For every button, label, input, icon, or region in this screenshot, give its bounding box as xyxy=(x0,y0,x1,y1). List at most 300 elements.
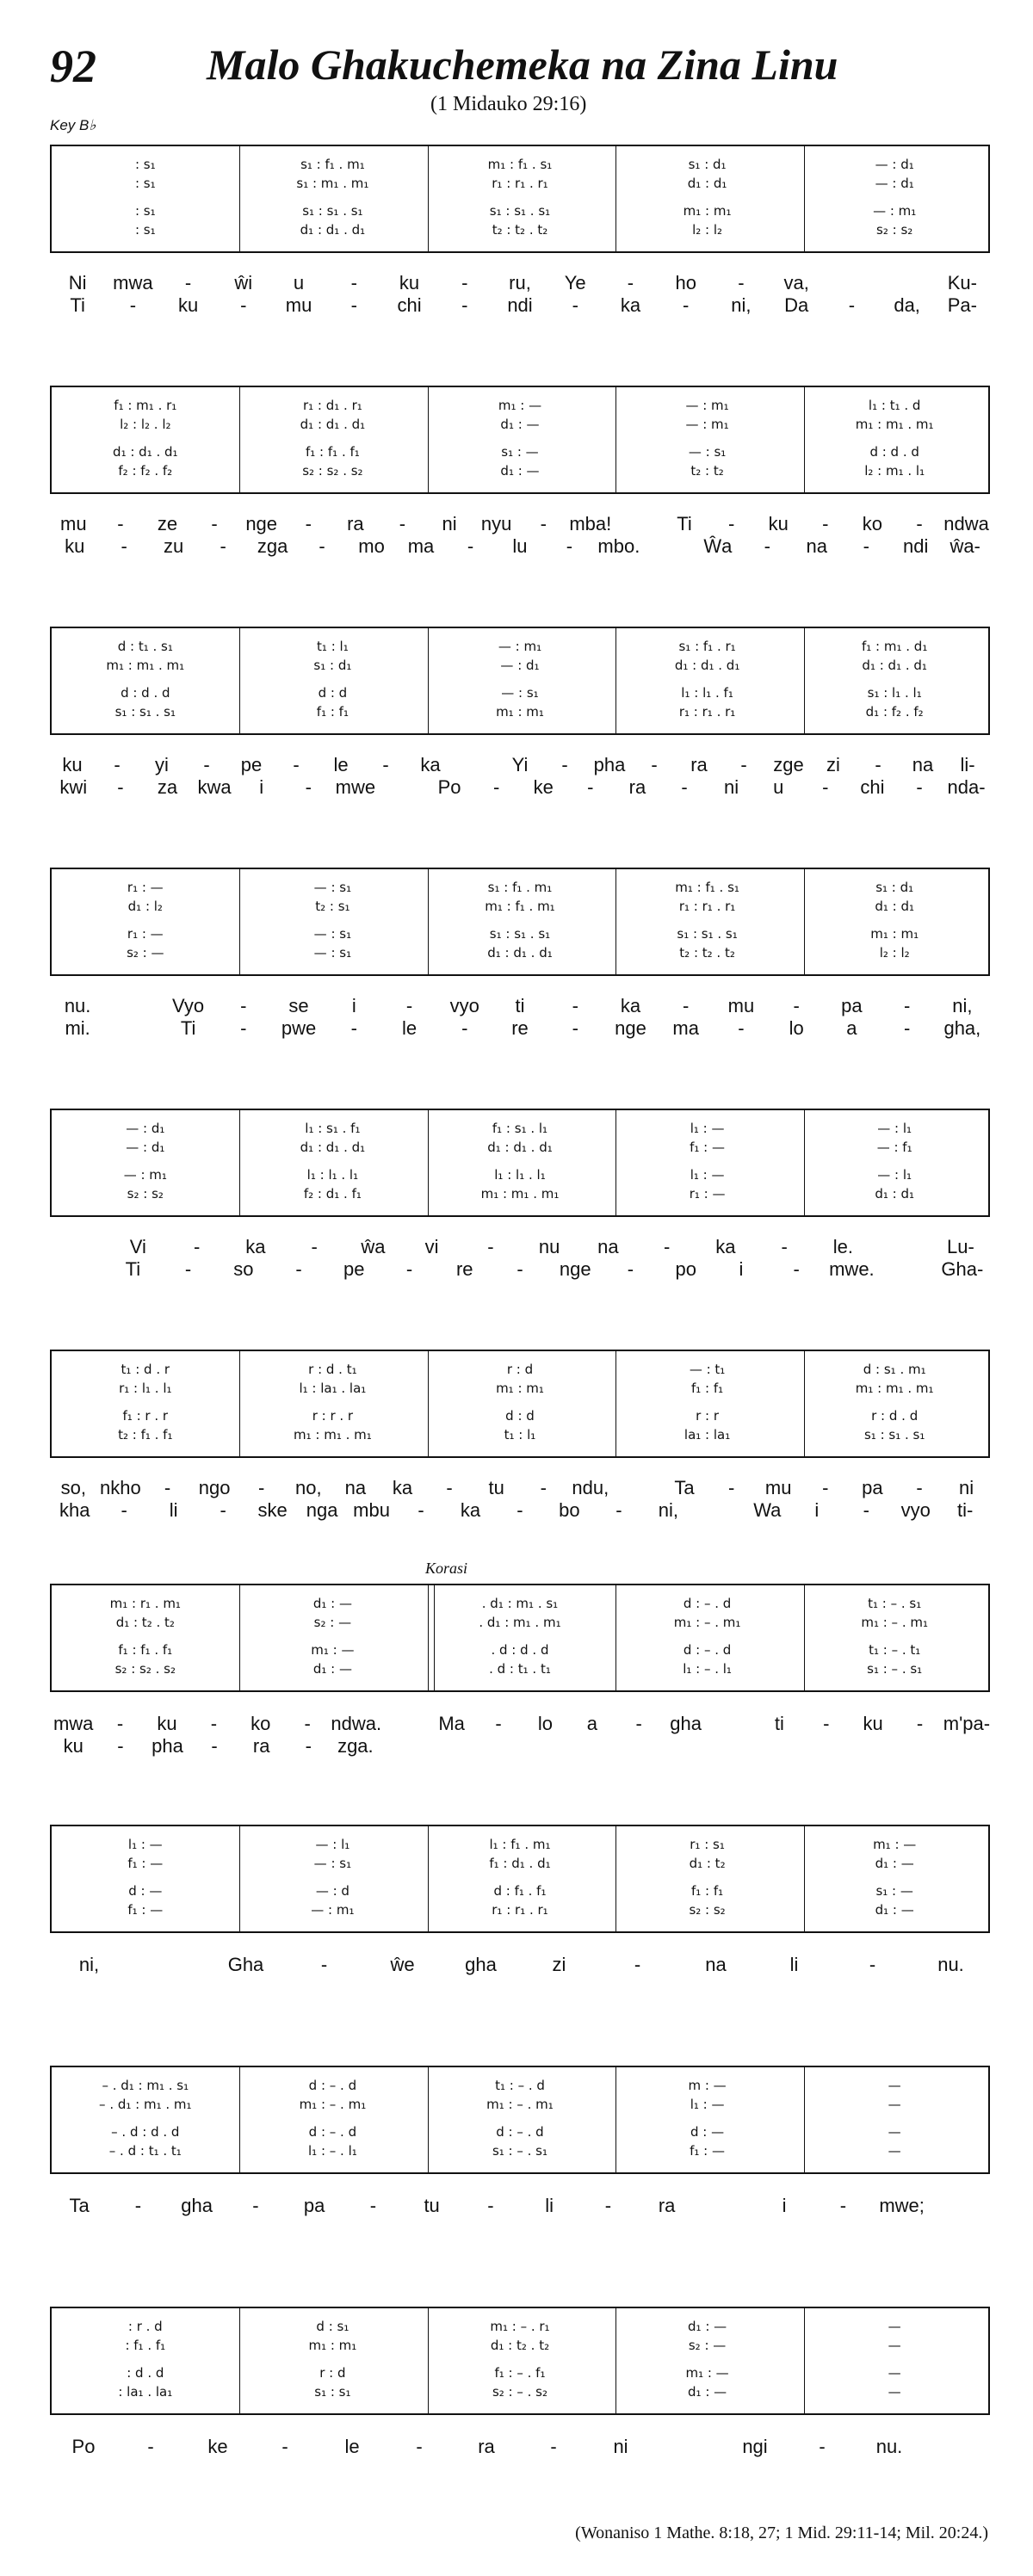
solfa-measure: — : s₁ xyxy=(501,685,539,701)
lyric-syllable: tu xyxy=(488,1477,504,1498)
lyric-syllable: - xyxy=(129,294,137,316)
voice-row xyxy=(52,1186,988,1205)
solfa-measure: — : d₁ xyxy=(500,658,540,673)
lyric-syllable xyxy=(638,2217,696,2243)
lyric-syllable: ni xyxy=(724,776,739,798)
lyric-syllable: pha xyxy=(593,754,626,775)
lyric-syllable: ndwa. xyxy=(331,1713,382,1734)
solfa-measure: : s₁ xyxy=(134,176,156,191)
solfa-measure: s₂ : s₂ xyxy=(127,1186,164,1202)
lyric-syllable: ni xyxy=(959,1477,974,1498)
lyric-syllable: mu xyxy=(60,513,87,534)
solfa-measure: r : d xyxy=(319,2365,346,2381)
solfa-measure: r : r xyxy=(696,1408,720,1424)
lyric-syllable: - xyxy=(727,513,735,534)
solfa-measure: — : f₁ xyxy=(876,1140,912,1155)
lyric-syllable: kha xyxy=(59,1499,90,1521)
lyric-syllable: - xyxy=(516,1499,523,1521)
key-signature: Key B♭ xyxy=(50,117,96,133)
solfa-measure: m₁ : — xyxy=(685,2365,729,2381)
lyric-syllable: ra xyxy=(658,2195,676,2216)
lyric-syllable: - xyxy=(446,1477,453,1498)
solfa-measure: f₁ : f₁ . f₁ xyxy=(306,444,360,460)
solfa-measure: s₁ : s₁ . s₁ xyxy=(302,203,363,219)
solfa-measure: f₁ : — xyxy=(127,1856,164,1871)
lyric-syllable: zga. xyxy=(337,1735,374,1757)
lyric-syllable: - xyxy=(683,995,690,1016)
lyric-syllable: - xyxy=(916,1713,924,1734)
lyric-syllable: ti- xyxy=(957,1499,974,1521)
lyric-syllable xyxy=(755,1735,802,1761)
solfa-measure: l₁ : l₁ . f₁ xyxy=(681,685,733,701)
lyric-syllable: se xyxy=(288,995,309,1016)
lyric-syllable: ku xyxy=(768,513,789,534)
lyric-syllable: - xyxy=(304,1713,311,1734)
lyric-syllable xyxy=(755,1976,833,2002)
solfa-measure: f₁ : d₁ . d₁ xyxy=(489,1856,551,1871)
solfa-measure: m : — xyxy=(688,2078,727,2093)
voice-row xyxy=(52,1140,988,1158)
solfa-measure: f₁ : f₁ xyxy=(690,1883,724,1899)
solfa-measure: : r . d xyxy=(127,2319,163,2334)
lyric-syllable: kwi xyxy=(59,776,88,798)
solfa-measure: s₂ : — xyxy=(127,945,164,961)
lyric-syllable xyxy=(802,1735,850,1761)
lyric-syllable: ni, xyxy=(658,1499,678,1521)
lyric-syllable: ke xyxy=(533,776,554,798)
lyric-syllable: - xyxy=(121,535,127,557)
lyric-syllable: nu xyxy=(538,1236,560,1257)
lyric-syllable xyxy=(520,1735,567,1761)
lyric-syllable: - xyxy=(793,995,800,1016)
voice-row xyxy=(52,2384,988,2403)
lyric-syllable: - xyxy=(738,272,745,293)
lyric-syllable: - xyxy=(793,1258,800,1280)
lyric-syllable xyxy=(931,2217,990,2243)
lyric-syllable xyxy=(923,2458,990,2484)
lyric-syllable: - xyxy=(550,2436,557,2457)
lyric-syllable: - xyxy=(903,1017,911,1039)
lyric-syllable xyxy=(614,1735,661,1761)
solfa-measure: d₁ : f₂ . f₂ xyxy=(865,704,924,720)
score-system xyxy=(50,1109,990,1217)
solfa-measure: l₁ : l₁ . l₁ xyxy=(494,1167,546,1183)
lyric-syllable: Po xyxy=(437,776,461,798)
lyric-syllable: - xyxy=(252,2195,259,2216)
lyric-syllable: Vi xyxy=(129,1236,146,1257)
lyric-syllable xyxy=(708,1735,755,1761)
solfa-measure: s₂ : – . s₂ xyxy=(492,2384,548,2400)
lyric-syllable: da, xyxy=(894,294,920,316)
lyric-syllable: - xyxy=(164,1477,171,1498)
lyric-syllable: - xyxy=(839,2195,847,2216)
solfa-measure: f₁ : — xyxy=(690,2143,726,2159)
lyric-syllable xyxy=(226,2217,285,2243)
lyric-syllable: - xyxy=(822,513,829,534)
lyric-syllable: ku xyxy=(63,1735,84,1757)
solfa-measure: s₂ : s₂ xyxy=(876,222,913,238)
solfa-measure: l₁ : la₁ . la₁ xyxy=(299,1381,367,1396)
solfa-measure: : la₁ . la₁ xyxy=(118,2384,173,2400)
lyric-syllable: - xyxy=(350,1017,357,1039)
lyric-syllable: na xyxy=(705,1954,727,1975)
solfa-measure: s₁ : s₁ . s₁ xyxy=(114,704,176,720)
solfa-measure: — : l₁ xyxy=(315,1837,350,1852)
lyric-line xyxy=(50,1258,990,1284)
solfa-measure: : s₁ xyxy=(134,222,156,238)
lyric-syllable: nge xyxy=(245,513,278,534)
lyric-syllable xyxy=(319,2458,386,2484)
lyric-syllable: ngi xyxy=(742,2436,768,2457)
lyric-syllable: bo xyxy=(559,1499,580,1521)
voice-row xyxy=(52,658,988,676)
lyric-syllable xyxy=(105,1017,160,1043)
lyric-syllable: - xyxy=(184,272,192,293)
lyric-syllable xyxy=(789,2458,856,2484)
lyric-syllable: gha xyxy=(181,2195,213,2216)
voice-row xyxy=(52,2097,988,2116)
lyric-syllable: ku xyxy=(177,294,199,316)
solfa-measure: s₁ : s₁ . s₁ xyxy=(863,1427,925,1442)
voice-row xyxy=(52,945,988,964)
lyric-syllable: ndu, xyxy=(572,1477,609,1498)
lyric-syllable: - xyxy=(572,1017,578,1039)
solfa-measure: d : — xyxy=(128,1883,163,1899)
solfa-measure: d₁ : d₁ . d₁ xyxy=(487,945,553,961)
solfa-measure: f₁ : m₁ . r₁ xyxy=(114,398,177,413)
lyric-syllable: na xyxy=(597,1236,619,1257)
lyric-syllable: ra xyxy=(252,1735,270,1757)
solfa-measure: m₁ : – . m₁ xyxy=(861,1615,928,1630)
solfa-measure: r₁ : — xyxy=(127,880,164,895)
hymn-number: 92 xyxy=(50,40,96,92)
lyric-syllable: - xyxy=(572,294,578,316)
lyric-line xyxy=(50,2458,990,2484)
lyric-syllable: - xyxy=(211,513,218,534)
lyric-syllable xyxy=(896,1735,943,1761)
solfa-measure: l₁ : — xyxy=(690,1167,725,1183)
lyric-syllable: - xyxy=(604,2195,612,2216)
solfa-measure: . d₁ : m₁ . m₁ xyxy=(479,1615,561,1630)
lyric-syllable: Lu- xyxy=(946,1236,974,1257)
lyric-syllable: - xyxy=(651,754,658,775)
voice-row xyxy=(52,203,988,222)
solfa-measure: s₁ : — xyxy=(501,444,539,460)
lyric-syllable: - xyxy=(540,513,547,534)
solfa-measure: r₁ : — xyxy=(127,926,164,942)
lyric-syllable: pe xyxy=(240,754,263,775)
lyric-syllable: - xyxy=(305,513,312,534)
lyric-syllable: - xyxy=(561,754,568,775)
lyric-syllable: - xyxy=(822,776,829,798)
lyric-syllable: - xyxy=(405,1258,413,1280)
lyric-syllable: Ku- xyxy=(947,272,977,293)
solfa-measure: r₁ : d₁ . r₁ xyxy=(302,398,362,413)
solfa-measure: — : m₁ xyxy=(873,203,917,219)
lyric-syllable xyxy=(520,2217,578,2243)
solfa-measure: l₁ : — xyxy=(690,1121,725,1136)
lyric-syllable xyxy=(285,1976,363,2002)
lyric-syllable: ni, xyxy=(952,995,973,1016)
lyric-syllable xyxy=(520,1976,598,2002)
lyric-syllable: ku xyxy=(157,1713,177,1734)
lyric-syllable: po xyxy=(675,1258,696,1280)
solfa-measure: d : d . d xyxy=(121,685,170,701)
lyric-syllable: ka xyxy=(245,1236,266,1257)
lyric-syllable xyxy=(251,2458,319,2484)
lyric-syllable: ku xyxy=(65,535,85,557)
solfa-measure: r₁ : l₁ . l₁ xyxy=(119,1381,172,1396)
lyric-syllable: ndi xyxy=(903,535,929,557)
solfa-measure: — : m₁ xyxy=(123,1167,167,1183)
solfa-measure: l₂ : m₁ . l₁ xyxy=(864,463,925,479)
lyric-syllable: ŵa- xyxy=(949,535,980,557)
lyric-syllable xyxy=(654,2458,721,2484)
lyric-syllable: Pa- xyxy=(947,294,977,316)
lyric-syllable: - xyxy=(305,776,312,798)
score-system xyxy=(50,145,990,253)
solfa-measure: f₂ : f₂ . f₂ xyxy=(118,463,173,479)
solfa-measure: d₁ : — xyxy=(500,417,540,432)
lyric-syllable xyxy=(880,1258,935,1284)
solfa-measure: t₂ : f₁ . f₁ xyxy=(118,1427,173,1442)
lyric-syllable: - xyxy=(405,995,413,1016)
lyric-syllable: u xyxy=(293,272,305,293)
solfa-measure: r : r . r xyxy=(312,1408,354,1424)
solfa-measure: t₁ : – . t₁ xyxy=(869,1642,921,1658)
solfa-measure: l₂ : l₂ . l₂ xyxy=(120,417,171,432)
lyric-syllable: - xyxy=(740,754,747,775)
lyric-syllable: ko xyxy=(862,513,883,534)
lyric-syllable: nu. xyxy=(875,2436,903,2457)
lyric-syllable: - xyxy=(220,1499,226,1521)
lyric-syllable: mwe. xyxy=(829,1258,875,1280)
lyric-syllable xyxy=(207,1976,285,2002)
lyric-syllable: - xyxy=(382,754,389,775)
voice-row xyxy=(52,639,988,658)
score-system xyxy=(50,1825,990,1933)
lyric-syllable: zi xyxy=(552,1954,566,1975)
solfa-measure: r₁ : — xyxy=(689,1186,726,1202)
lyric-syllable: ŵe xyxy=(390,1954,415,1975)
lyric-syllable xyxy=(661,1735,708,1761)
solfa-measure: m₁ : — xyxy=(311,1642,355,1658)
lyric-line xyxy=(50,1017,990,1043)
solfa-measure: r₁ : s₁ xyxy=(690,1837,725,1852)
lyric-syllable: - xyxy=(916,776,923,798)
solfa-measure: d : d . d xyxy=(869,444,919,460)
solfa-measure: l₂ : l₂ xyxy=(879,945,910,961)
lyric-syllable: vi xyxy=(424,1236,439,1257)
solfa-measure: f₁ : s₁ . l₁ xyxy=(492,1121,548,1136)
lyric-syllable xyxy=(587,2458,654,2484)
lyric-syllable: lu xyxy=(512,535,528,557)
lyric-syllable: Ye xyxy=(564,272,586,293)
lyric-syllable: le xyxy=(401,1017,418,1039)
lyric-syllable xyxy=(50,2217,108,2243)
lyric-syllable: - xyxy=(863,535,869,557)
solfa-measure: s₁ : s₁ . s₁ xyxy=(677,926,738,942)
lyric-syllable: - xyxy=(683,294,690,316)
lyric-syllable: - xyxy=(627,272,634,293)
solfa-measure: d₁ : — xyxy=(500,463,540,479)
solfa-measure: m₁ : m₁ . m₁ xyxy=(855,417,934,432)
solfa-measure: s₁ : m₁ . m₁ xyxy=(296,176,369,191)
solfa-measure: — : s₁ xyxy=(313,1856,352,1871)
solfa-measure: m₁ : f₁ . s₁ xyxy=(675,880,739,895)
lyric-syllable: - xyxy=(117,513,124,534)
lyric-syllable xyxy=(168,2217,226,2243)
lyric-syllable xyxy=(363,1976,442,2002)
cross-references: (Wonaniso 1 Mathe. 8:18, 27; 1 Mid. 29:11-14; Mil. 20:24.) xyxy=(575,2523,988,2542)
solfa-measure: m₁ : – . m₁ xyxy=(486,2097,554,2112)
solfa-measure: d : d xyxy=(505,1408,535,1424)
voice-row xyxy=(52,685,988,704)
lyric-syllable: mbu xyxy=(353,1499,390,1521)
solfa-measure: f₁ : – . f₁ xyxy=(494,2365,546,2381)
solfa-measure: d : – . d xyxy=(683,1596,732,1611)
lyric-syllable xyxy=(453,2458,520,2484)
solfa-measure: f₁ : r . r xyxy=(122,1408,169,1424)
lyric-syllable: mu xyxy=(285,294,312,316)
lyric-syllable xyxy=(128,1976,207,2002)
lyric-syllable: ra xyxy=(347,513,364,534)
solfa-measure: : f₁ . f₁ xyxy=(125,2338,166,2353)
lyric-syllable: - xyxy=(305,1735,312,1757)
solfa-measure: r : d . t₁ xyxy=(308,1362,357,1377)
lyric-syllable: li- xyxy=(960,754,975,775)
lyric-syllable: - xyxy=(516,1258,523,1280)
lyric-syllable: - xyxy=(822,1477,829,1498)
lyric-syllable: - xyxy=(487,1236,494,1257)
solfa-measure: d : s₁ . m₁ xyxy=(863,1362,926,1377)
solfa-measure: d₁ : t₂ xyxy=(689,1856,726,1871)
lyric-syllable: - xyxy=(634,1954,641,1975)
solfa-measure: d₁ : — xyxy=(688,2319,727,2334)
lyric-syllable: - xyxy=(495,1713,502,1734)
lyric-syllable: ra xyxy=(690,754,708,775)
lyric-syllable: pa xyxy=(841,995,863,1016)
solfa-measure: d₁ : d₁ . d₁ xyxy=(674,658,740,673)
solfa-measure: — xyxy=(888,2365,901,2381)
lyric-syllable: - xyxy=(369,2195,377,2216)
solfa-measure: m₁ : m₁ . m₁ xyxy=(294,1427,372,1442)
lyric-syllable: Ŵa xyxy=(703,535,733,557)
lyric-syllable xyxy=(343,2217,402,2243)
hymn-title: Malo Ghakuchemeka na Zina Linu xyxy=(207,40,838,89)
solfa-measure: d : – . d xyxy=(683,1642,732,1658)
lyric-syllable: vyo xyxy=(449,995,479,1016)
lyric-syllable: - xyxy=(193,1236,201,1257)
lyric-syllable: nkho xyxy=(100,1477,141,1498)
lyric-syllable: ru, xyxy=(509,272,531,293)
lyric-syllable: - xyxy=(184,1258,192,1280)
lyric-syllable: nge xyxy=(559,1258,591,1280)
solfa-measure: . d : d . d xyxy=(491,1642,549,1658)
solfa-measure: d : t₁ . s₁ xyxy=(117,639,173,654)
voice-row xyxy=(52,1661,988,1680)
solfa-measure: l₁ : f₁ . m₁ xyxy=(489,1837,551,1852)
lyric-syllable: Ta xyxy=(674,1477,695,1498)
lyric-syllable: - xyxy=(461,294,468,316)
lyric-syllable: a xyxy=(586,1713,597,1734)
solfa-measure: : s₁ xyxy=(134,157,156,172)
solfa-measure: m₁ : – . m₁ xyxy=(299,2097,367,2112)
lyric-syllable: ske xyxy=(257,1499,288,1521)
solfa-measure: — : m₁ xyxy=(498,639,542,654)
solfa-measure: la₁ : la₁ xyxy=(684,1427,731,1442)
lyric-syllable: - xyxy=(210,1713,218,1734)
lyric-syllable: lo xyxy=(789,1017,804,1039)
voice-row xyxy=(52,417,988,436)
solfa-measure: m₁ : m₁ . m₁ xyxy=(106,658,185,673)
lyric-syllable: - xyxy=(916,1477,923,1498)
lyric-syllable: ku xyxy=(62,754,83,775)
lyric-syllable: nyu xyxy=(480,513,512,534)
lyric-syllable: na xyxy=(912,754,934,775)
lyric-syllable: nu. xyxy=(937,1954,964,1975)
solfa-measure: — : d₁ xyxy=(875,176,914,191)
lyric-syllable: Ta xyxy=(69,2195,90,2216)
voice-row xyxy=(52,1856,988,1875)
solfa-measure: . d : t₁ . t₁ xyxy=(489,1661,551,1677)
lyric-syllable: ho xyxy=(675,272,696,293)
lyric-syllable: ma xyxy=(672,1017,699,1039)
lyric-syllable: - xyxy=(220,535,226,557)
solfa-measure: m₁ : m₁ xyxy=(496,704,544,720)
solfa-measure: s₁ : d₁ xyxy=(313,658,352,673)
lyric-syllable: - xyxy=(627,1258,634,1280)
solfa-measure: l₁ : — xyxy=(690,2097,725,2112)
lyric-syllable xyxy=(379,776,426,802)
lyric-syllable: - xyxy=(281,2436,288,2457)
lyric-syllable: - xyxy=(615,1499,622,1521)
lyric-syllable xyxy=(117,2458,184,2484)
lyric-syllable: ŵi xyxy=(234,272,253,293)
solfa-measure: d : – . d xyxy=(308,2124,357,2140)
lyric-syllable: Ti xyxy=(70,294,85,316)
solfa-measure: — : l₁ xyxy=(877,1121,912,1136)
lyric-syllable: ka xyxy=(620,294,641,316)
voice-row xyxy=(52,1427,988,1446)
voice-row xyxy=(52,398,988,417)
solfa-measure: d₁ : t₂ . t₂ xyxy=(490,2338,550,2353)
solfa-measure: d₁ : l₂ xyxy=(127,899,163,914)
lyric-syllable xyxy=(677,1976,755,2002)
lyric-syllable: Wa xyxy=(753,1499,782,1521)
solfa-measure: t₁ : – . d xyxy=(495,2078,545,2093)
solfa-measure: — : d₁ xyxy=(875,157,914,172)
solfa-measure: — xyxy=(888,2384,901,2400)
solfa-measure: l₁ : l₁ . l₁ xyxy=(306,1167,359,1183)
lyric-syllable: - xyxy=(572,995,578,1016)
solfa-measure: d₁ : d₁ . d₁ xyxy=(300,417,366,432)
lyric-syllable: chi xyxy=(860,776,885,798)
lyric-syllable: - xyxy=(350,272,357,293)
lyric-syllable xyxy=(644,535,693,561)
solfa-measure: f₁ : f₁ . f₁ xyxy=(118,1642,173,1658)
solfa-measure: d : — xyxy=(690,2124,725,2140)
lyric-syllable xyxy=(833,1976,912,2002)
lyric-syllable xyxy=(426,1735,473,1761)
lyric-syllable: - xyxy=(293,754,300,775)
lyric-syllable: nge xyxy=(615,1017,646,1039)
lyric-syllable: so xyxy=(233,1258,254,1280)
lyric-syllable xyxy=(912,1976,990,2002)
solfa-measure: — : d xyxy=(315,1883,349,1899)
lyric-syllable: - xyxy=(587,776,594,798)
lyric-syllable: u xyxy=(773,776,784,798)
